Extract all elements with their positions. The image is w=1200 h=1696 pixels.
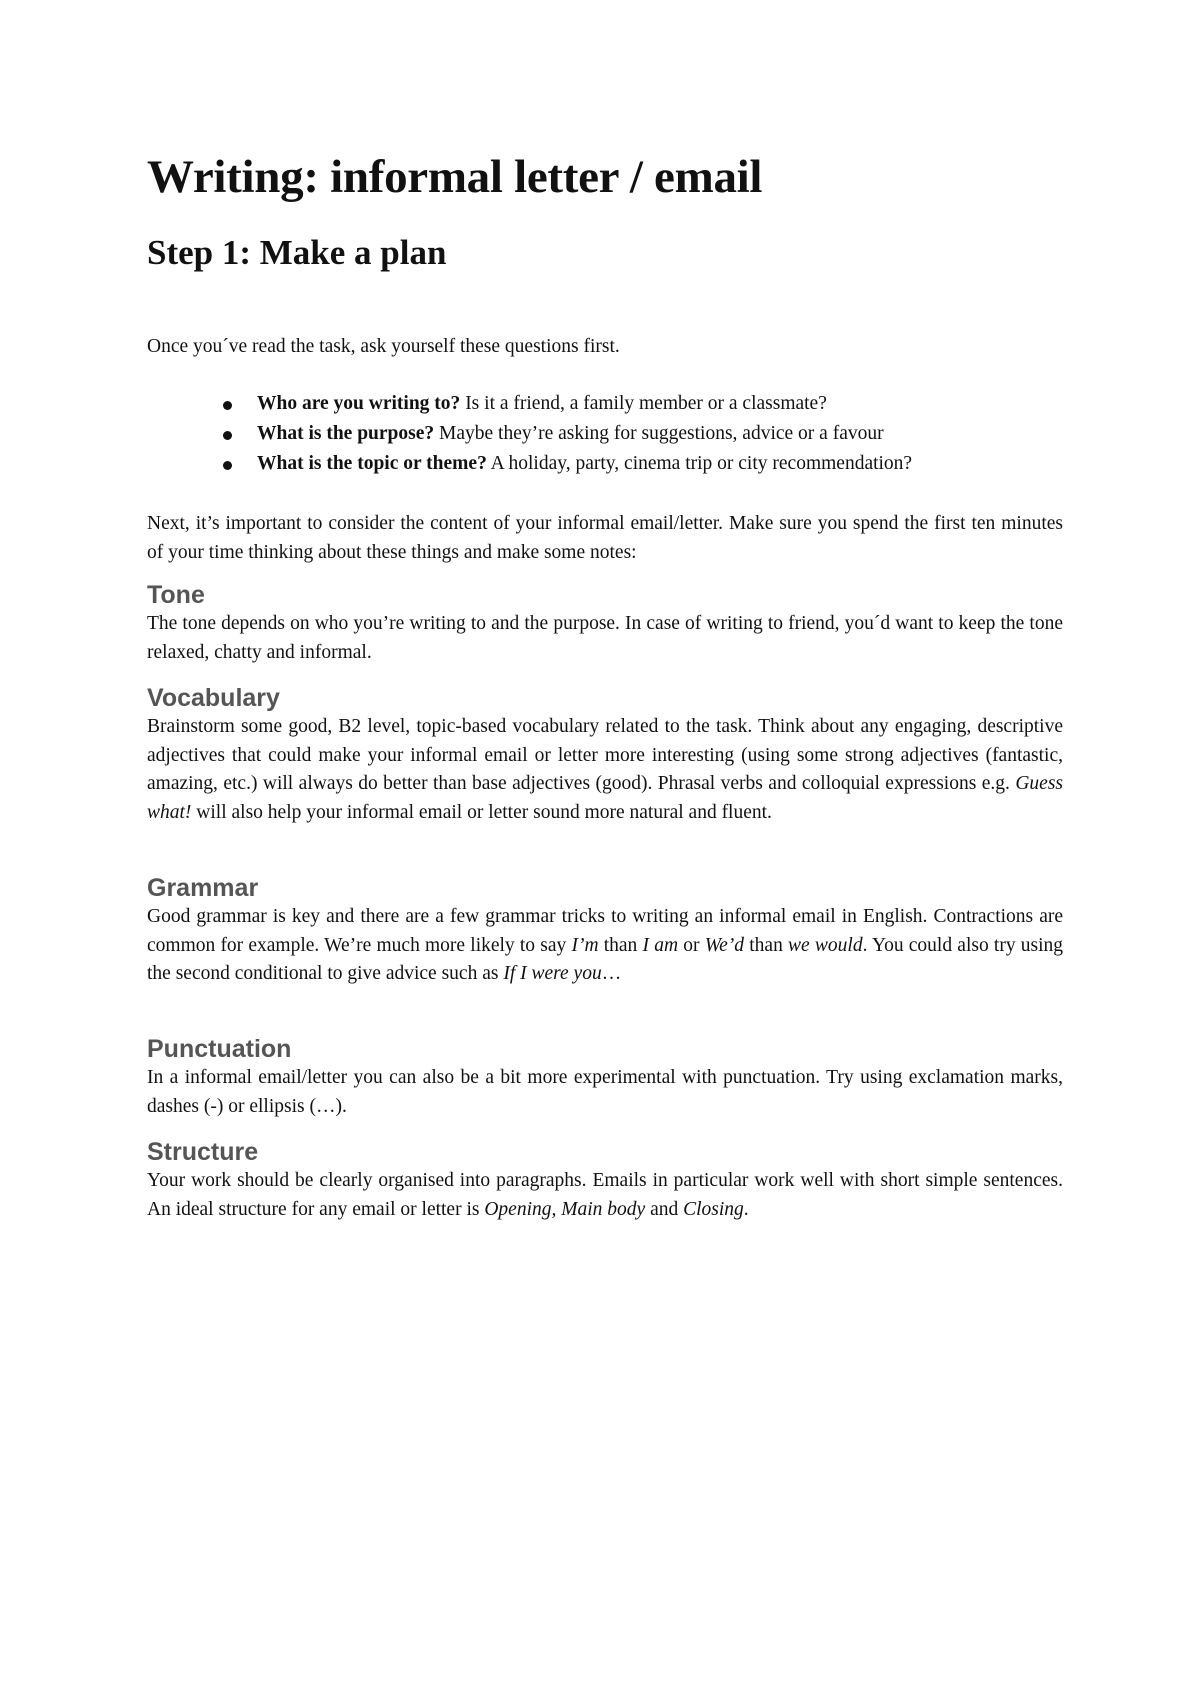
bullet-icon <box>223 461 232 470</box>
bullet-icon <box>223 431 232 440</box>
question-list <box>147 389 912 479</box>
tone-section <box>147 580 1063 667</box>
tone-text: The tone depends on who you’re writing to and the purpose. In case of writing to friend, you´d want to keep the tone relaxed, chatty and informal. <box>147 613 1063 663</box>
next-section <box>147 510 1063 567</box>
vocabulary-example: Guess what! <box>147 773 1063 823</box>
punctuation-section <box>147 1034 1063 1121</box>
structure-section <box>147 1137 1063 1224</box>
vocabulary-text: Brainstorm some good, B2 level, topic-based vocabulary related to the task. Think about any engaging, descriptive adjectives that could make your informal email or letter more interesting (using some strong adjectives (fantastic, amazing, etc.) will always do better than base adjectives (good). Phrasal verbs and colloquial expressions e.g. Guess what! will also help your informal email or letter sound more natural and fluent. <box>147 716 1063 823</box>
vocabulary-heading: Vocabulary <box>147 684 280 712</box>
next-paragraph: Next, it’s important to consider the content of your informal email/letter. Make sure you spend the first ten minutes of your time thinking about these things and make some notes: <box>147 513 1063 563</box>
structure-text: Your work should be clearly organised into paragraphs. Emails in particular work well with short simple sentences. An ideal structure for any email or letter is Opening, Main body and Closing. <box>147 1170 1063 1220</box>
list-item <box>147 419 912 449</box>
intro-text: Once you´ve read the task, ask yourself these questions first. <box>147 336 620 357</box>
document-title: Writing: informal letter / email <box>147 151 763 203</box>
tone-heading: Tone <box>147 581 205 609</box>
list-item <box>147 449 912 479</box>
vocabulary-section <box>147 683 1063 827</box>
grammar-heading: Grammar <box>147 874 259 902</box>
question-label: Who are you writing to? <box>257 393 461 414</box>
question-text: A holiday, party, cinema trip or city recommendation? <box>486 453 913 474</box>
bullet-icon <box>223 401 232 410</box>
punctuation-text: In a informal email/letter you can also be a bit more experimental with punctuation. Try using exclamation marks, dashes (-) or ellipsis (…). <box>147 1067 1063 1117</box>
grammar-section <box>147 873 1063 989</box>
question-label: What is the topic or theme? <box>257 453 487 474</box>
step-heading: Step 1: Make a plan <box>147 233 447 272</box>
question-text: Is it a friend, a family member or a classmate? <box>460 393 827 414</box>
list-item <box>147 389 912 419</box>
question-text: Maybe they’re asking for suggestions, advice or a favour <box>434 423 884 444</box>
structure-heading: Structure <box>147 1138 259 1166</box>
punctuation-heading: Punctuation <box>147 1035 292 1063</box>
question-label: What is the purpose? <box>257 423 435 444</box>
grammar-text: Good grammar is key and there are a few grammar tricks to writing an informal email in English. Contractions are common for example. We’re much more likely to say I’m than I am or We’d than we would. You could also try using the second conditional to give advice such as If I were you… <box>147 906 1064 984</box>
